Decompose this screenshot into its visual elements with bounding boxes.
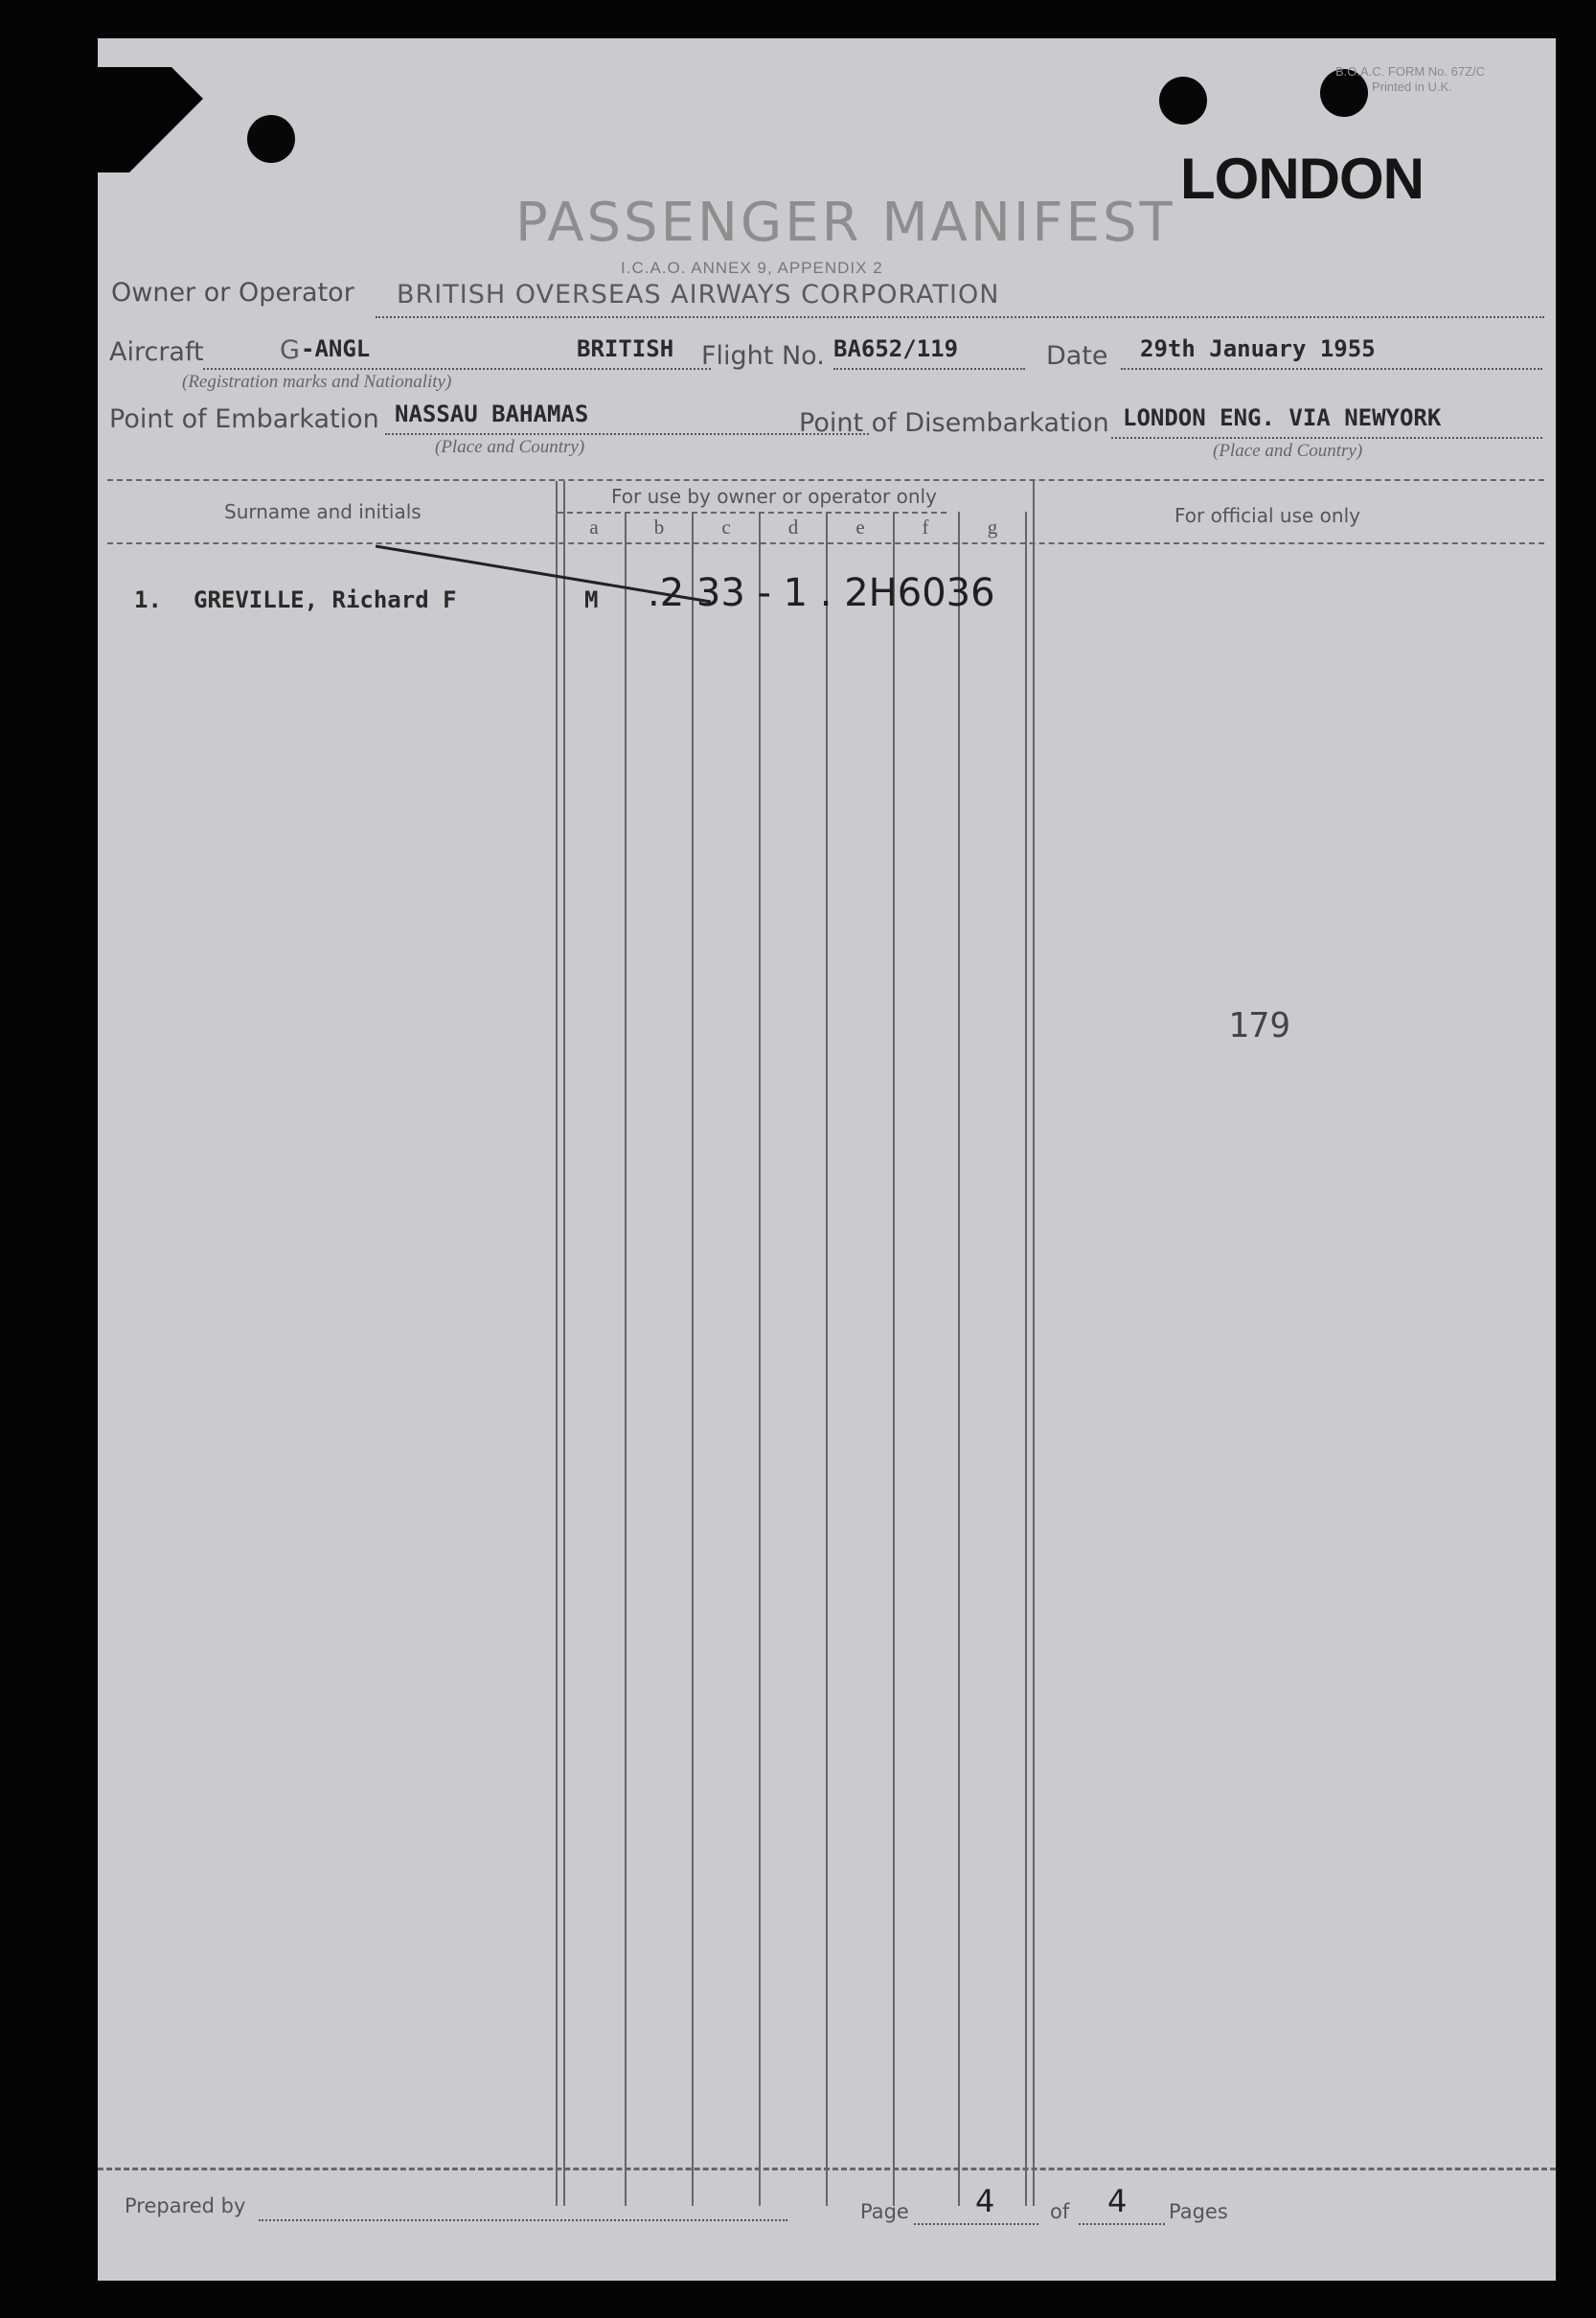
aircraft-nationality: BRITISH [577, 335, 674, 362]
flight-line [833, 368, 1025, 370]
total-line [1079, 2223, 1165, 2225]
aircraft-label: Aircraft [109, 337, 204, 367]
col-rule [893, 512, 895, 2206]
date-label: Date [1046, 341, 1108, 371]
aircraft-hint: (Registration marks and Nationality) [182, 372, 452, 392]
disembarkation-hint: (Place and Country) [1213, 441, 1363, 461]
row-number: 1. [134, 586, 162, 613]
col-rule [1025, 512, 1027, 2206]
col-rule [692, 512, 694, 2206]
embarkation-value: NASSAU BAHAMAS [395, 401, 589, 427]
page-label: Page [860, 2200, 909, 2223]
aircraft-registration: -ANGL [301, 335, 371, 362]
date-line [1121, 368, 1542, 370]
pages-label: Pages [1169, 2200, 1228, 2223]
col-header-names: Surname and initials [224, 500, 422, 523]
date-value: 29th January 1955 [1140, 335, 1376, 362]
total-pages: 4 [1107, 2183, 1128, 2219]
col-letter-a: a [589, 516, 599, 539]
operator-label: Owner or Operator [111, 278, 354, 308]
prepared-by-label: Prepared by [125, 2194, 246, 2217]
col-letter-c: c [721, 516, 731, 539]
col-header-official: For official use only [1174, 504, 1360, 527]
punch-hole-left [247, 115, 295, 163]
footer-rule [98, 2168, 1556, 2170]
pen-stroke [376, 517, 720, 613]
col-rule [625, 512, 627, 2206]
col-letter-e: e [855, 516, 865, 539]
col-letter-g: g [987, 516, 998, 539]
embarkation-line [385, 433, 869, 435]
aircraft-prefix: G [280, 335, 301, 365]
col-letter-b: b [653, 516, 665, 539]
col-rule [563, 481, 565, 2206]
page-number: 4 [975, 2183, 995, 2219]
document-subtitle: I.C.A.O. ANNEX 9, APPENDIX 2 [621, 259, 883, 277]
col-letter-f: f [922, 516, 929, 539]
operator-line [376, 316, 1544, 318]
printed-in: Printed in U.K. [1372, 80, 1452, 94]
station-stamp: LONDON [1180, 147, 1424, 211]
col-header-operator: For use by owner or operator only [611, 485, 937, 508]
embarkation-label: Point of Embarkation [109, 404, 379, 434]
of-label: of [1050, 2200, 1070, 2223]
prepared-by-line [259, 2219, 787, 2221]
disembarkation-line [1111, 437, 1542, 439]
flight-number: BA652/119 [833, 335, 959, 362]
operator-subhead-rule [558, 512, 946, 514]
manifest-sheet [98, 38, 1556, 2281]
stray-number: 179 [1228, 1006, 1291, 1045]
col-rule [1033, 481, 1035, 2206]
punch-hole-right-1 [1159, 77, 1207, 125]
page-line [914, 2223, 1038, 2225]
passenger-code-a: M [584, 586, 599, 613]
col-rule [759, 512, 761, 2206]
aircraft-line [203, 368, 711, 370]
torn-corner [98, 67, 203, 172]
table-top-rule [107, 479, 1544, 481]
col-rule [826, 512, 828, 2206]
col-rule [958, 512, 960, 2206]
passenger-name: GREVILLE, Richard F [194, 586, 457, 613]
flight-label: Flight No. [701, 341, 825, 371]
form-number: B.O.A.C. FORM No. 67Z/C [1335, 64, 1486, 79]
col-letter-d: d [787, 516, 799, 539]
disembarkation-label: Point of Disembarkation [799, 408, 1109, 438]
col-rule [556, 481, 558, 2206]
document-title: PASSENGER MANIFEST [515, 192, 1175, 254]
operator-value: BRITISH OVERSEAS AIRWAYS CORPORATION [397, 280, 1000, 310]
embarkation-hint: (Place and Country) [435, 437, 585, 457]
disembarkation-value: LONDON ENG. VIA NEWYORK [1123, 404, 1442, 431]
handwritten-entry: .2 33 - 1 . 2H6036 [648, 571, 995, 615]
